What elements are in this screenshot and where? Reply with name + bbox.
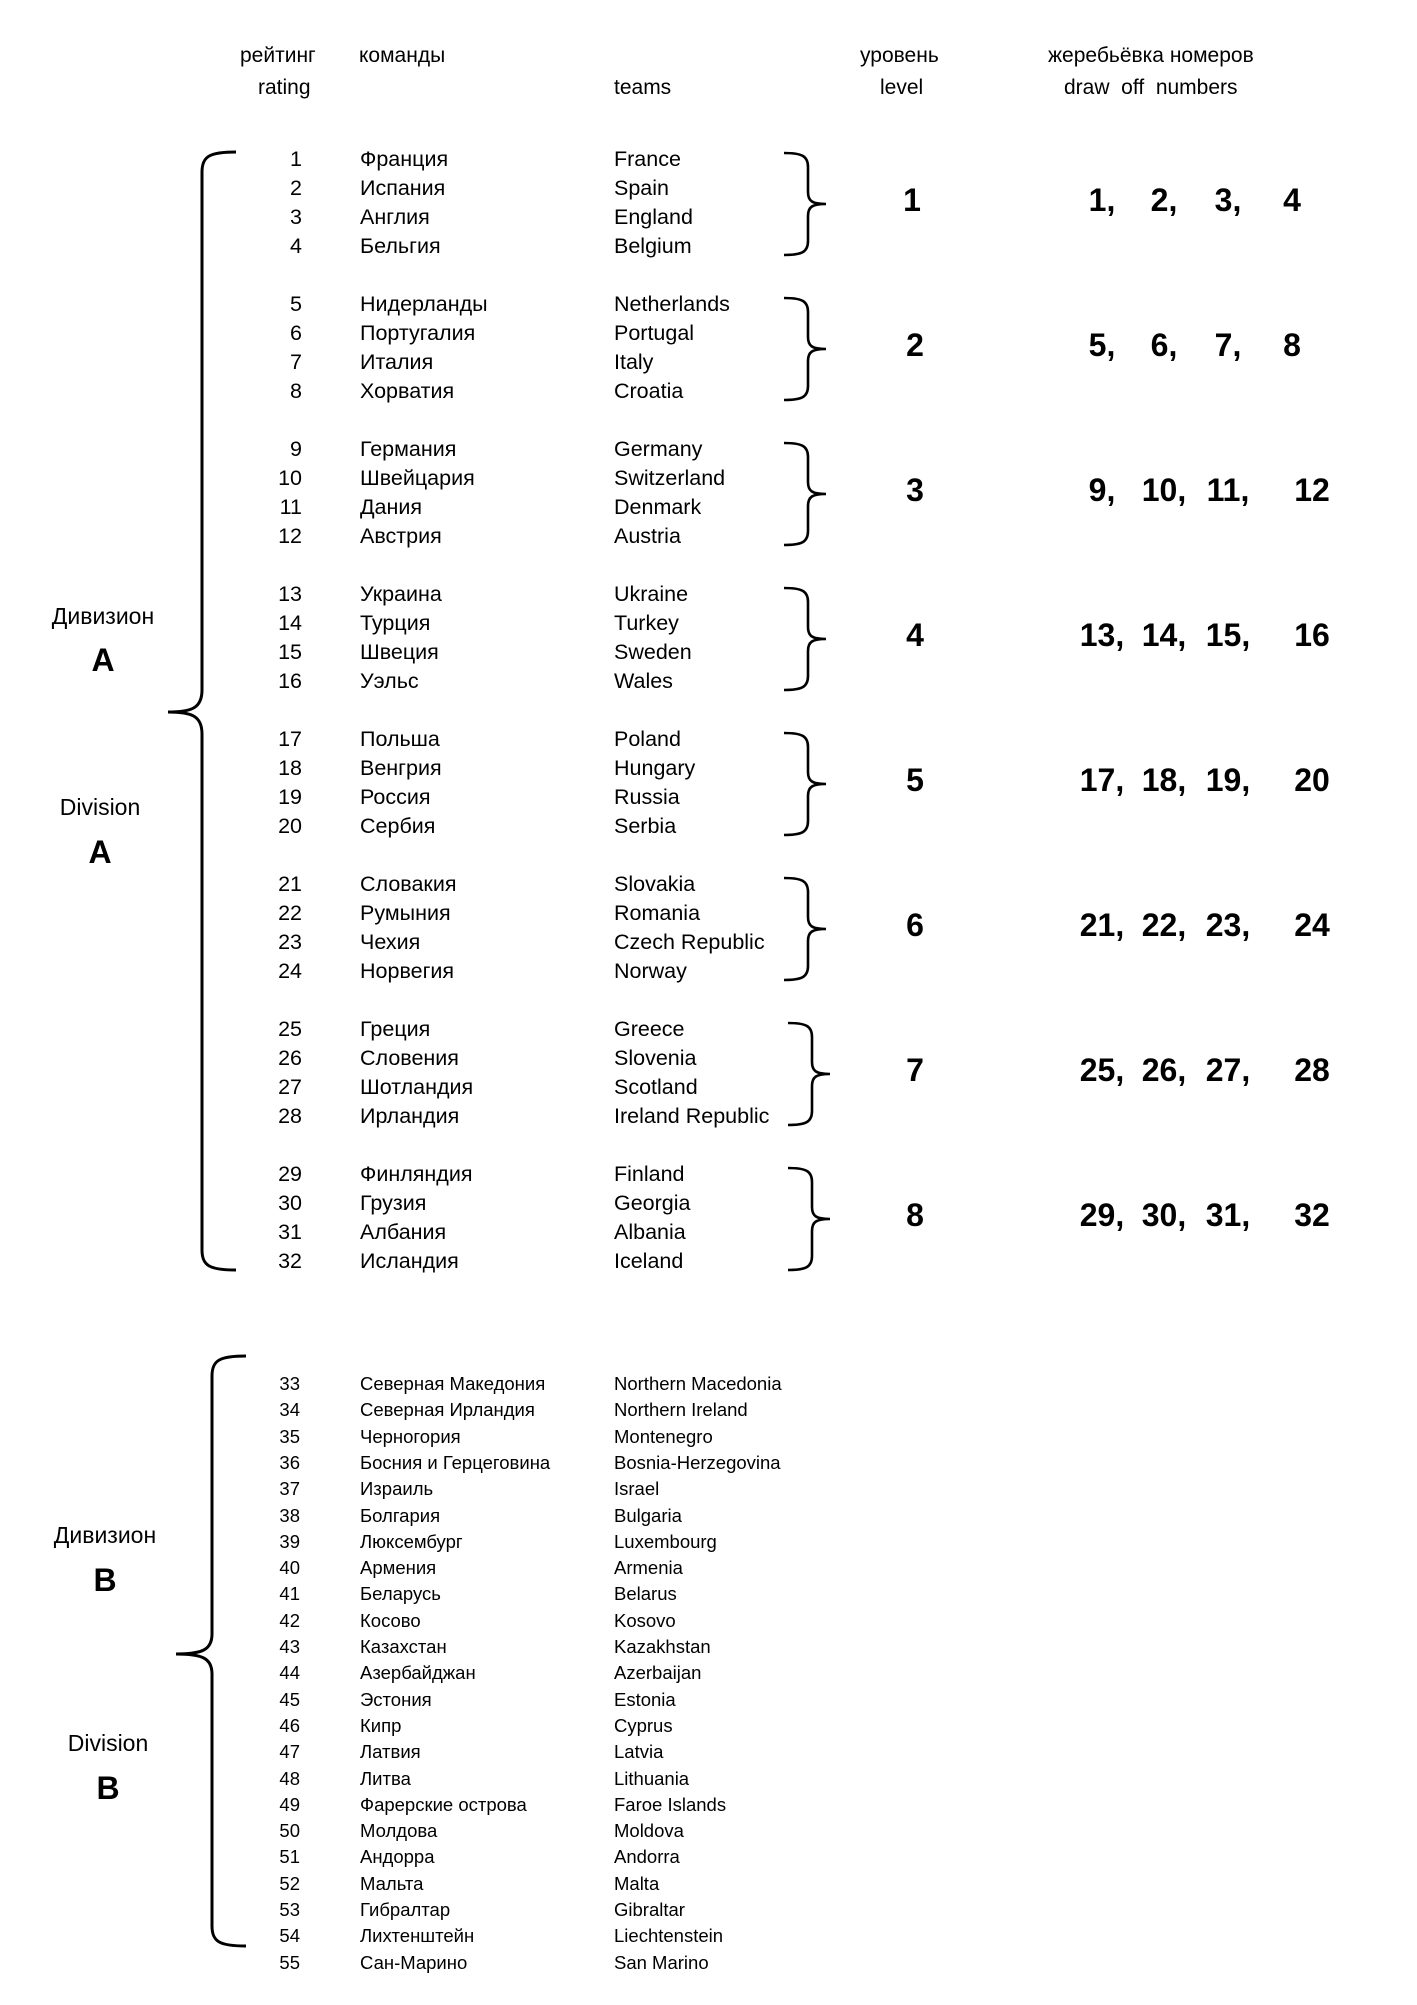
- team-name-ru: Исландия: [360, 1249, 459, 1273]
- team-name-ru: Люксембург: [360, 1530, 463, 1552]
- team-name-ru: Израиль: [360, 1478, 434, 1500]
- team-name-en: Belarus: [614, 1583, 677, 1605]
- team-name-en: Albania: [614, 1220, 686, 1244]
- rank-cell: 13: [278, 582, 302, 606]
- rank-cell: 41: [279, 1583, 300, 1605]
- rank-cell: 9: [290, 437, 302, 461]
- header-rating-ru: рейтинг: [240, 44, 316, 67]
- team-name-ru: Бельгия: [360, 234, 441, 258]
- team-name-ru: Андорра: [360, 1846, 435, 1868]
- team-name-en: Croatia: [614, 379, 684, 403]
- rank-cell: 14: [278, 611, 302, 635]
- team-name-en: Liechtenstein: [614, 1925, 724, 1947]
- rank-cell: 25: [278, 1017, 302, 1041]
- team-name-ru: Дания: [360, 495, 423, 519]
- team-name-ru: Украина: [360, 582, 442, 606]
- team-name-en: Germany: [614, 437, 703, 461]
- team-name-en: Kosovo: [614, 1609, 676, 1631]
- draw-number: 28: [1294, 1052, 1330, 1088]
- rank-cell: 7: [290, 350, 302, 374]
- level-number: 7: [906, 1052, 924, 1088]
- division-b-label-en: Division: [67, 1730, 149, 1756]
- table-row: [0, 1581, 1417, 1607]
- team-name-ru: Азербайджан: [360, 1662, 476, 1684]
- rank-cell: 44: [279, 1662, 300, 1684]
- team-name-en: Slovenia: [614, 1046, 697, 1070]
- division-b-label-ru: Дивизион: [53, 1522, 157, 1548]
- team-name-en: Luxembourg: [614, 1530, 717, 1552]
- rank-cell: 28: [278, 1104, 302, 1128]
- team-name-ru: Латвия: [360, 1741, 421, 1763]
- header-level-en: level: [880, 76, 924, 99]
- team-name-en: Ukraine: [614, 582, 689, 606]
- rank-cell: 10: [278, 466, 302, 490]
- team-name-ru: Черногория: [360, 1425, 461, 1447]
- table-row: [0, 1687, 1417, 1713]
- table-row: [0, 1476, 1417, 1502]
- team-name-ru: Италия: [360, 350, 434, 374]
- table-row: [0, 1634, 1417, 1660]
- rank-cell: 52: [279, 1872, 300, 1894]
- team-name-en: Portugal: [614, 321, 695, 345]
- rank-cell: 32: [278, 1249, 302, 1273]
- team-name-en: Andorra: [614, 1846, 680, 1868]
- team-name-en: Russia: [614, 785, 680, 809]
- rank-cell: 48: [279, 1767, 300, 1789]
- team-name-en: Iceland: [614, 1249, 684, 1273]
- team-name-ru: Сербия: [360, 814, 436, 838]
- draw-number: 22,: [1141, 907, 1187, 943]
- rank-cell: 20: [278, 814, 302, 838]
- team-name-ru: Албания: [360, 1220, 447, 1244]
- draw-number: 14,: [1141, 617, 1187, 653]
- rank-cell: 19: [278, 785, 302, 809]
- team-name-en: Austria: [614, 524, 681, 548]
- rank-cell: 54: [279, 1925, 300, 1947]
- draw-number: 1,: [1088, 182, 1116, 218]
- team-name-ru: Северная Ирландия: [360, 1399, 535, 1421]
- division-b-letter-en: B: [96, 1770, 120, 1806]
- team-name-ru: Португалия: [360, 321, 476, 345]
- draw-number: 6,: [1150, 327, 1178, 363]
- team-name-en: Gibraltar: [614, 1899, 685, 1920]
- level-number: 5: [906, 762, 924, 798]
- team-name-en: Armenia: [614, 1557, 683, 1579]
- table-row: [0, 1923, 1417, 1949]
- rank-cell: 37: [279, 1478, 300, 1500]
- level-number: 1: [903, 182, 921, 218]
- rank-cell: 36: [279, 1451, 300, 1473]
- team-name-en: Hungary: [614, 756, 696, 780]
- rank-cell: 24: [278, 959, 302, 983]
- rank-cell: 18: [278, 756, 302, 780]
- table-row: [0, 1713, 1417, 1739]
- table-row: [0, 1739, 1417, 1765]
- table-row: [0, 1844, 1417, 1870]
- header-teams-ru: команды: [359, 44, 446, 67]
- table-row: [0, 1792, 1417, 1818]
- draw-number: 23,: [1205, 907, 1251, 943]
- draw-number: 4: [1283, 182, 1301, 218]
- level-brace: [788, 1168, 830, 1270]
- division-a-letter-ru: A: [91, 642, 115, 678]
- team-name-en: Montenegro: [614, 1425, 713, 1447]
- team-name-en: Estonia: [614, 1688, 676, 1710]
- rank-cell: 31: [278, 1220, 302, 1244]
- draw-number: 11,: [1206, 472, 1250, 508]
- team-name-ru: Германия: [360, 437, 457, 461]
- draw-number: 2,: [1150, 182, 1178, 218]
- team-name-ru: Турция: [360, 611, 431, 635]
- rank-cell: 47: [279, 1741, 300, 1763]
- rank-cell: 42: [279, 1609, 300, 1631]
- team-name-ru: Франция: [360, 147, 449, 171]
- team-name-ru: Финляндия: [360, 1162, 473, 1186]
- table-row: [0, 1397, 1417, 1423]
- draw-number: 19,: [1205, 762, 1251, 798]
- team-name-en: Bosnia-Herzegovina: [614, 1451, 781, 1473]
- team-name-en: Cyprus: [614, 1714, 673, 1736]
- team-name-ru: Словения: [360, 1046, 459, 1070]
- team-name-en: Serbia: [614, 814, 677, 838]
- rank-cell: 1: [290, 147, 302, 171]
- rank-cell: 8: [290, 379, 302, 403]
- table-row: [0, 1503, 1417, 1529]
- team-name-ru: Грузия: [360, 1191, 427, 1215]
- team-name-ru: Швейцария: [360, 466, 475, 490]
- draw-number: 3,: [1214, 182, 1242, 218]
- draw-number: 5,: [1088, 327, 1116, 363]
- team-name-en: Norway: [614, 959, 687, 983]
- rank-cell: 30: [278, 1191, 302, 1215]
- draw-number: 12: [1294, 472, 1330, 508]
- table-row: [0, 1608, 1417, 1634]
- draw-number: 13,: [1079, 617, 1125, 653]
- team-name-ru: Австрия: [360, 524, 442, 548]
- rank-cell: 27: [278, 1075, 302, 1099]
- rank-cell: 39: [279, 1530, 300, 1552]
- team-name-ru: Польша: [360, 727, 440, 751]
- team-name-en: Wales: [614, 669, 673, 693]
- header-teams-en: teams: [614, 76, 672, 99]
- draw-number: 15,: [1205, 617, 1251, 653]
- table-row: [0, 1555, 1417, 1581]
- team-name-ru: Северная Македония: [360, 1373, 546, 1394]
- rank-cell: 35: [279, 1425, 300, 1447]
- rank-cell: 21: [278, 872, 302, 896]
- division-a-label-ru: Дивизион: [51, 603, 155, 629]
- division-a-label-en: Division: [59, 794, 141, 820]
- team-name-en: Malta: [614, 1872, 660, 1894]
- rank-cell: 16: [278, 669, 302, 693]
- team-name-ru: Уэльс: [360, 669, 419, 693]
- team-name-ru: Румыния: [360, 901, 451, 925]
- team-name-en: Netherlands: [614, 292, 730, 316]
- draw-number: 27,: [1205, 1052, 1251, 1088]
- rank-cell: 43: [279, 1636, 300, 1657]
- level-brace: [784, 443, 826, 545]
- header-level-ru: уровень: [860, 44, 939, 67]
- header-draw-en: draw off numbers: [1064, 76, 1238, 99]
- level-number: 4: [906, 617, 924, 653]
- team-name-ru: Кипр: [360, 1714, 402, 1736]
- team-name-ru: Венгрия: [360, 756, 442, 780]
- level-brace: [784, 298, 826, 400]
- level-number: 8: [906, 1197, 924, 1233]
- rank-cell: 29: [278, 1162, 302, 1186]
- level-brace: [784, 878, 826, 980]
- rank-cell: 17: [278, 727, 302, 751]
- rank-cell: 51: [279, 1846, 300, 1868]
- level-number: 3: [906, 472, 924, 508]
- draw-number: 7,: [1214, 327, 1242, 363]
- team-name-en: Georgia: [614, 1191, 691, 1215]
- team-name-en: Scotland: [614, 1075, 698, 1099]
- team-name-ru: Англия: [360, 205, 430, 229]
- team-name-en: Romania: [614, 901, 701, 925]
- team-name-en: Switzerland: [614, 466, 726, 490]
- rank-cell: 6: [290, 321, 302, 345]
- team-name-ru: Норвегия: [360, 959, 455, 983]
- team-name-ru: Литва: [360, 1767, 411, 1789]
- team-name-en: Latvia: [614, 1741, 664, 1763]
- team-name-en: Italy: [614, 350, 654, 374]
- team-name-en: France: [614, 147, 681, 171]
- team-name-en: Israel: [614, 1478, 660, 1500]
- table-row: [0, 1371, 1417, 1397]
- team-name-en: England: [614, 205, 693, 229]
- draw-number: 20: [1294, 762, 1330, 798]
- team-name-en: Belgium: [614, 234, 692, 258]
- draw-number: 16: [1294, 617, 1330, 653]
- team-name-ru: Армения: [360, 1557, 437, 1579]
- team-name-ru: Испания: [360, 176, 446, 200]
- level-brace: [784, 153, 826, 255]
- team-name-en: Czech Republic: [614, 930, 765, 954]
- team-name-en: Faroe Islands: [614, 1793, 727, 1815]
- team-name-en: Poland: [614, 727, 681, 751]
- rank-cell: 26: [278, 1046, 302, 1070]
- draw-number: 10,: [1141, 472, 1187, 508]
- team-name-ru: Ирландия: [360, 1104, 460, 1128]
- team-name-ru: Чехия: [360, 930, 421, 954]
- table-row: [0, 1766, 1417, 1792]
- team-name-ru: Болгария: [360, 1504, 441, 1526]
- rank-cell: 55: [279, 1951, 300, 1973]
- team-name-ru: Швеция: [360, 640, 439, 664]
- draw-number: 8: [1283, 327, 1301, 363]
- header-draw-ru: жеребьёвка номеров: [1048, 44, 1254, 67]
- table-row: [0, 1424, 1417, 1450]
- team-name-ru: Косово: [360, 1609, 421, 1631]
- team-name-ru: Шотландия: [360, 1075, 474, 1099]
- team-name-en: Greece: [614, 1017, 685, 1041]
- team-name-ru: Россия: [360, 785, 431, 809]
- team-name-ru: Словакия: [360, 872, 457, 896]
- level-number: 2: [906, 327, 924, 363]
- draw-number: 31,: [1205, 1197, 1251, 1233]
- team-name-ru: Эстония: [360, 1688, 432, 1710]
- level-brace: [784, 733, 826, 835]
- team-name-en: Slovakia: [614, 872, 696, 896]
- rank-cell: 45: [279, 1688, 300, 1710]
- rank-cell: 23: [278, 930, 302, 954]
- team-name-en: Moldova: [614, 1820, 684, 1842]
- rank-cell: 12: [278, 524, 302, 548]
- team-name-ru: Мальта: [360, 1872, 424, 1894]
- table-row: [0, 1871, 1417, 1897]
- team-name-en: Bulgaria: [614, 1504, 682, 1526]
- team-name-en: Finland: [614, 1162, 685, 1186]
- draw-number: 24: [1294, 907, 1330, 943]
- level-number: 6: [906, 907, 924, 943]
- team-name-ru: Гибралтар: [360, 1899, 451, 1920]
- table-row: [0, 1450, 1417, 1476]
- rank-cell: 40: [279, 1557, 300, 1579]
- level-brace: [784, 588, 826, 690]
- team-name-en: Kazakhstan: [614, 1636, 711, 1657]
- rank-cell: 4: [290, 234, 302, 258]
- draw-number: 21,: [1079, 907, 1125, 943]
- team-name-en: Ireland Republic: [614, 1104, 770, 1128]
- draw-number: 26,: [1141, 1052, 1187, 1088]
- draw-number: 29,: [1079, 1197, 1125, 1233]
- team-name-en: Lithuania: [614, 1767, 690, 1789]
- rank-cell: 50: [279, 1820, 300, 1842]
- draw-number: 9,: [1088, 472, 1116, 508]
- level-brace: [788, 1023, 830, 1125]
- draw-number: 32: [1294, 1197, 1330, 1233]
- team-name-ru: Казахстан: [360, 1636, 447, 1657]
- rank-cell: 2: [290, 176, 302, 200]
- team-name-ru: Хорватия: [360, 379, 455, 403]
- team-name-en: Spain: [614, 176, 669, 200]
- table-row: [0, 1897, 1417, 1923]
- table-row: [0, 1529, 1417, 1555]
- draw-number: 25,: [1079, 1052, 1125, 1088]
- team-name-en: Turkey: [614, 611, 679, 635]
- division-a-letter-en: A: [88, 834, 112, 870]
- team-name-ru: Молдова: [360, 1820, 438, 1842]
- team-name-ru: Сан-Марино: [360, 1951, 468, 1973]
- rank-cell: 53: [279, 1899, 300, 1920]
- team-name-en: Northern Macedonia: [614, 1373, 782, 1394]
- table-row: [0, 1818, 1417, 1844]
- rank-cell: 22: [278, 901, 302, 925]
- team-name-en: Northern Ireland: [614, 1399, 748, 1421]
- table-row: [0, 1950, 1417, 1976]
- rank-cell: 11: [279, 495, 302, 519]
- team-name-ru: Босния и Герцеговина: [360, 1451, 551, 1473]
- rank-cell: 34: [279, 1399, 300, 1421]
- draw-number: 30,: [1141, 1197, 1187, 1233]
- rank-cell: 5: [290, 292, 302, 316]
- team-name-ru: Нидерланды: [360, 292, 488, 316]
- rank-cell: 3: [290, 205, 302, 229]
- rank-cell: 49: [279, 1793, 300, 1815]
- table-row: [0, 1660, 1417, 1686]
- team-name-en: Sweden: [614, 640, 692, 664]
- rank-cell: 46: [279, 1714, 300, 1736]
- rank-cell: 33: [279, 1373, 300, 1394]
- team-name-ru: Греция: [360, 1017, 431, 1041]
- team-name-en: San Marino: [614, 1951, 709, 1973]
- header-rating-en: rating: [258, 76, 311, 99]
- team-name-en: Azerbaijan: [614, 1662, 702, 1684]
- team-name-ru: Фарерские острова: [360, 1793, 527, 1815]
- division-b-letter-ru: B: [93, 1562, 117, 1598]
- draw-number: 18,: [1141, 762, 1187, 798]
- team-name-ru: Лихтенштейн: [360, 1925, 475, 1947]
- team-name-en: Denmark: [614, 495, 702, 519]
- rank-cell: 15: [278, 640, 302, 664]
- team-name-ru: Беларусь: [360, 1583, 441, 1605]
- rank-cell: 38: [279, 1504, 300, 1526]
- draw-number: 17,: [1079, 762, 1125, 798]
